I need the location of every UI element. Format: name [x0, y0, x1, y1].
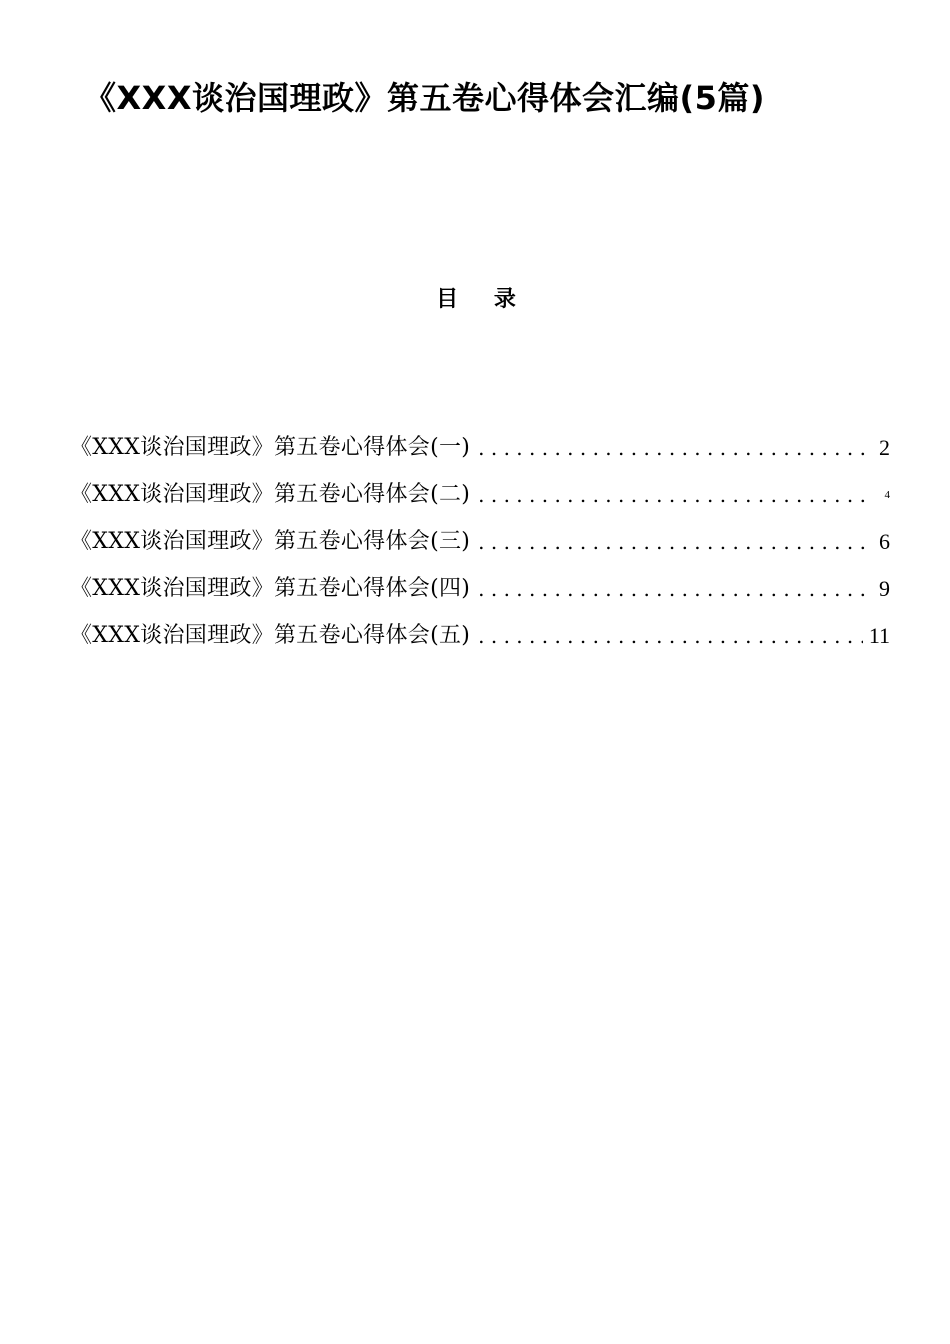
toc-leader-dots	[478, 621, 863, 651]
toc-page-number: 4	[884, 489, 890, 501]
toc-entry-title: 《XXX谈治国理政》第五卷心得体会(三)	[70, 529, 471, 554]
toc-page-number: 11	[868, 623, 890, 648]
toc-page-number: 9	[879, 576, 890, 601]
toc-entry-4[interactable]	[70, 557, 890, 604]
toc-entry-title: 《XXX谈治国理政》第五卷心得体会(四)	[70, 576, 471, 601]
toc-page-number: 2	[879, 435, 890, 460]
toc-entry-2[interactable]	[70, 463, 890, 510]
table-of-contents	[70, 416, 890, 651]
toc-entry-title: 《XXX谈治国理政》第五卷心得体会(二)	[70, 482, 471, 507]
toc-leader-dots	[478, 527, 870, 557]
toc-entry-3[interactable]	[70, 510, 890, 557]
toc-leader-dots	[478, 574, 870, 604]
document-title: 《XXX谈治国理政》第五卷心得体会汇编(5篇)	[84, 79, 766, 117]
toc-page-number: 6	[879, 529, 890, 554]
toc-entry-1[interactable]	[70, 416, 890, 463]
toc-entry-title: 《XXX谈治国理政》第五卷心得体会(五)	[70, 623, 471, 648]
toc-entry-title: 《XXX谈治国理政》第五卷心得体会(一)	[70, 435, 471, 460]
toc-leader-dots	[478, 480, 870, 510]
toc-leader-dots	[478, 433, 870, 463]
toc-heading: 目 录	[436, 287, 530, 312]
toc-entry-5[interactable]	[70, 604, 890, 651]
